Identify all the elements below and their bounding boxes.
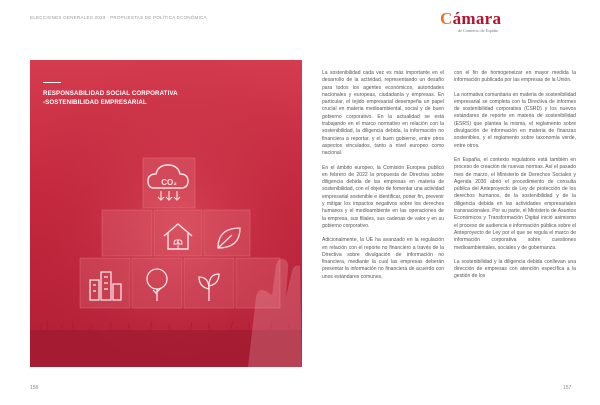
right-block xyxy=(204,210,250,256)
camara-logo xyxy=(440,10,520,36)
paragraph: con el fin de homogeneizar en mayor medida la información publicada por las empresas de la Unión. xyxy=(454,70,576,84)
hero-image xyxy=(30,60,302,367)
logo-wordmark xyxy=(440,10,501,28)
page-number-left: 156 xyxy=(30,385,39,391)
section-title-line-2: -SOSTENIBILIDAD EMPRESARIAL xyxy=(43,98,147,106)
running-header: ELECCIONES GENERALES 2023 · PROPUESTAS DE POLÍTICA ECONÓMICA xyxy=(30,15,207,20)
text-column-2 xyxy=(454,70,576,288)
paragraph: En España, el contexto regulatorio está también en proceso de creación de nuevas normas. Así el pasado mes de marzo, el Ministerio de Derechos Sociales y Agenda 2030 abrió el procedimiento de consulta pública del Anteproyecto de Ley de protección de los derechos humanos, de la sostenibilidad y de la diligencia debida en las actividades empresariales transnacionales. Por su parte, el Ministerio de Asuntos Económicos y Transformación Digital inició asimismo el proceso de audiencia e información pública sobre el Anteproyecto de Ley por el que se regula el marco de información corporativa sobre cuestiones medioambientales, sociales y de gobernanza. xyxy=(454,156,576,251)
paragraph: La sostenibilidad cada vez es más importante en el desarrollo de la actividad, representando un desafío para todos los agentes económicos, autoridades nacionales y europeas, ciudadanía y empresas. En particular, el tejido empresarial desempeña un papel crucial en materia medioambiental, social y de buen gobierno corporativo. En la actualidad se está trabajando en el marco normativo en relación con la sostenibilidad, la diligencia debida, la información no financiera a reportar, y el buen gobierno, entre otros aspectos vinculados, tanto a nivel europeo como nacional. xyxy=(322,70,444,157)
paragraph: En el ámbito europeo, la Comisión Europea publicó en febrero de 2022 la propuesta de Directiva sobre diligencia debida de las empresas en materia de sostenibilidad, con el objeto de fomentar una actividad empresarial sostenible e identificar, poner fin, prevenir y mitigar los impactos negativos sobre los derechos humanos y el medioambiente en las operaciones de la empresa, sus filiales, sus cadenas de valor y en su gobierno corporativo. xyxy=(322,164,444,229)
paragraph: Adicionalmente, la UE ha avanzado en la regulación en relación con el reporte no financiero a través de la Directiva sobre divulgación de información no financiera, mediante la cual las empresas deberán presentar la información no financiera de acuerdo con unos estándares comunes, xyxy=(322,237,444,280)
page-number-right: 157 xyxy=(563,385,572,391)
paragraph: La normativa comunitaria en materia de sostenibilidad empresarial se completa con la Directiva de informes de sostenibilidad corporativa (CSRD) y los nuevos estándares de reporte en materia de sostenibilidad (ESRS) que plantea la misma, el reglamento sobre divulgación de información en materia de finanzas sostenibles, y el reglamento sobre taxonomía verde, entre otros. xyxy=(454,91,576,149)
left-block xyxy=(102,210,152,256)
logo-initial: C xyxy=(440,9,453,28)
text-column-1 xyxy=(322,70,444,288)
section-title xyxy=(43,90,253,107)
paragraph: La sostenibilidad y la diligencia debida conllevan una dirección de empresas con atención específica a la gestión de los xyxy=(454,258,576,280)
co2-label: CO₂ xyxy=(161,178,177,187)
title-rule xyxy=(43,82,61,83)
down-arrows-icon xyxy=(158,191,180,200)
section-title-line-1: RESPONSABILIDAD SOCIAL CORPORATIVA xyxy=(43,90,178,97)
logo-subtitle: de Comercio de España xyxy=(458,28,498,33)
logo-rest: ámara xyxy=(452,9,502,28)
